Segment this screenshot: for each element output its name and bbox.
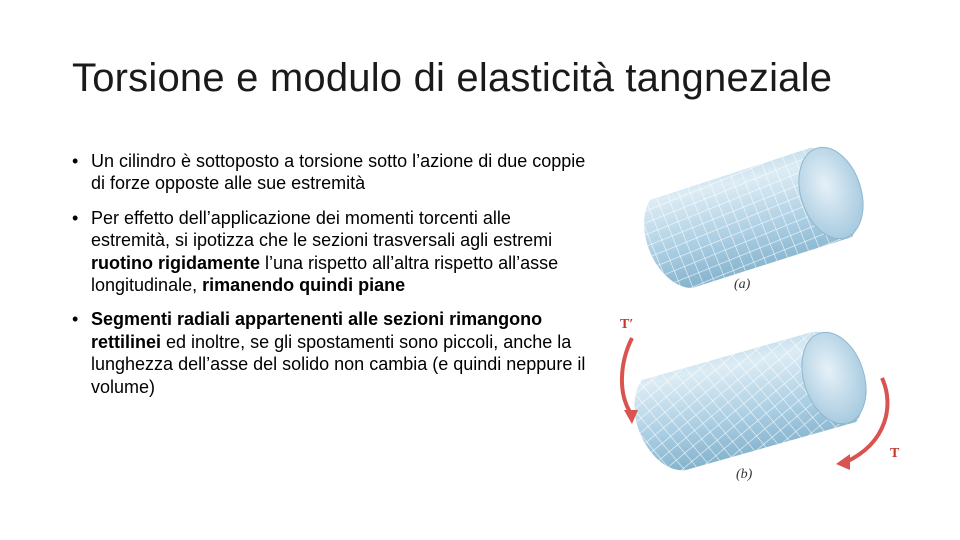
- bullet-text: [91, 208, 558, 295]
- bullet-item: [70, 150, 590, 195]
- bullet-text-part: Un cilindro è sottoposto a torsione sotto l’azione di due coppie di forze opposte alle sue estremità: [91, 151, 586, 194]
- bullet-text-part: ed inoltre, se gli spostamenti sono piccoli, anche la lunghezza dell’asse del solido non cambia (e quindi neppure il volume): [91, 331, 586, 397]
- bullet-text: [91, 309, 585, 396]
- caption-b: (b): [736, 467, 753, 482]
- torque-label-left: T′: [620, 317, 634, 332]
- cylinder-a: [644, 142, 874, 288]
- cylinder-b: [634, 324, 877, 470]
- bullet-dot: •: [72, 151, 79, 171]
- slide-title: Torsione e modulo di elasticità tangneziale: [72, 56, 833, 100]
- bullet-text-part: l’una rispetto all’altra rispetto all’asse longitudinale,: [91, 252, 559, 296]
- bullet-text-bold: ruotino rigidamente: [91, 252, 261, 273]
- bullet-text-bold: Segmenti radiali appartenenti alle sezioni rimangono rettilinei: [91, 309, 543, 352]
- torque-arrow-left: [622, 338, 638, 424]
- torque-label-right: T: [890, 446, 900, 461]
- bullet-dot: •: [72, 309, 79, 330]
- bullet-dot: •: [72, 207, 79, 228]
- bullet-text-part: Per effetto dell’applicazione dei momenti torcenti alle estremità, si ipotizza che le sezioni trasversali agli estremi: [91, 207, 553, 251]
- bullet-text-bold: rimanendo quindi piane: [202, 275, 406, 296]
- caption-a: (a): [734, 277, 751, 292]
- bullet-item: [70, 308, 590, 398]
- bullet-list: [70, 150, 590, 410]
- torsion-cylinder-figure: [610, 142, 910, 492]
- bullet-text: [91, 151, 585, 193]
- bullet-item: [70, 207, 590, 297]
